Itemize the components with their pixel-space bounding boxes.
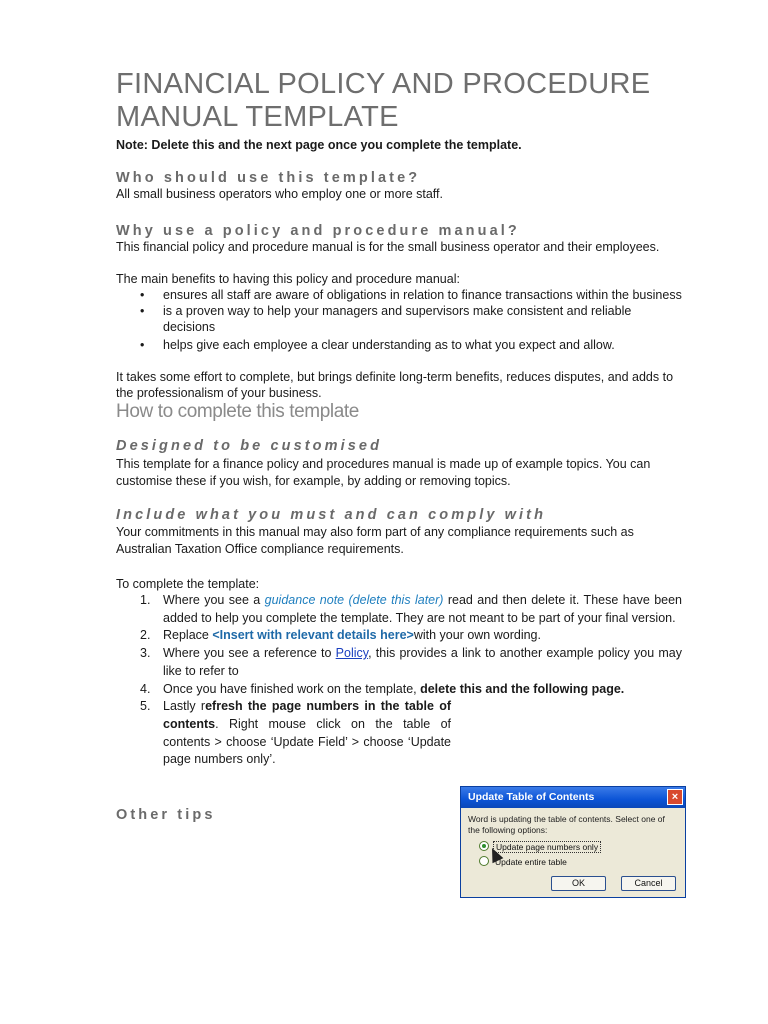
delete-note: Note: Delete this and the next page once you complete the template. [116, 138, 522, 152]
title-line-1: FINANCIAL POLICY AND PROCEDURE [116, 68, 651, 100]
policy-link[interactable]: Policy [335, 646, 369, 661]
list-item: 3. Where you see a reference to Policy, this provides a link to another example policy you may like to refer to [140, 646, 682, 678]
list-item: 1. Where you see a guidance note (delete this later) read and then delete it. These have been added to help you complete the template. They are not meant to be part of your final version. [140, 593, 682, 625]
close-icon[interactable]: × [667, 789, 683, 805]
option-entire-table[interactable]: Update entire table [481, 857, 567, 867]
why-heading: Why use a policy and procedure manual? [116, 223, 520, 239]
option-page-numbers-only[interactable]: Update page numbers only [481, 842, 601, 852]
how-heading: How to complete this template [116, 401, 359, 422]
cancel-button[interactable]: Cancel [621, 876, 676, 891]
document-page [116, 68, 682, 823]
why-text: This financial policy and procedure manual is for the small business operator and their employees. [116, 240, 660, 254]
document-title [116, 68, 682, 134]
list-item: 5. Lastly refresh the page numbers in the table of contents. Right mouse click on the table of contents > choose ‘Update Field’ > choose ‘Update page numbers only’. [140, 699, 452, 767]
list-item: 2. Replace <Insert with relevant details here>with your own wording. [140, 628, 541, 643]
include-heading: Include what you must and can comply with [116, 507, 547, 523]
benefits-intro: The main benefits to having this policy and procedure manual: [116, 272, 460, 286]
title-line-2: MANUAL TEMPLATE [116, 101, 399, 133]
list-item: • is a proven way to help your managers and supervisors make consistent and reliable decisions [140, 304, 632, 334]
ok-button[interactable]: OK [551, 876, 606, 891]
list-item: 4. Once you have finished work on the template, delete this and the following page. [140, 681, 625, 696]
why-closing: It takes some effort to complete, but brings definite long-term benefits, reduces disputes, and adds to the professionalism of your business. [116, 370, 674, 400]
who-heading: Who should use this template? [116, 170, 421, 186]
other-tips-heading: Other tips [116, 807, 216, 824]
steps-intro: To complete the template: [116, 577, 260, 591]
guidance-note-example: guidance note (delete this later) [264, 593, 444, 607]
dialog-message: Word is updating the table of contents. Select one of the following options: [468, 814, 665, 835]
dialog-titlebar [461, 787, 685, 808]
list-item: • ensures all staff are aware of obligations in relation to finance transactions within the business [140, 288, 682, 302]
benefits-list [116, 287, 682, 353]
designed-text: This template for a finance policy and procedures manual is made up of example topics. You can customise these if you wish, for example, by adding or removing topics. [116, 457, 651, 488]
designed-heading: Designed to be customised [116, 438, 383, 454]
insert-placeholder-example: <Insert with relevant details here> [212, 628, 414, 643]
radio-icon[interactable] [479, 856, 489, 866]
include-text: Your commitments in this manual may also form part of any compliance requirements such as Australian Taxation Office compliance requirements. [116, 525, 634, 556]
dialog-title: Update Table of Contents [468, 791, 595, 803]
steps-list [116, 592, 682, 769]
list-item: • helps give each employee a clear understanding as to what you expect and allow. [140, 338, 615, 352]
update-toc-dialog [460, 786, 686, 898]
who-text: All small business operators who employ one or more staff. [116, 187, 444, 201]
